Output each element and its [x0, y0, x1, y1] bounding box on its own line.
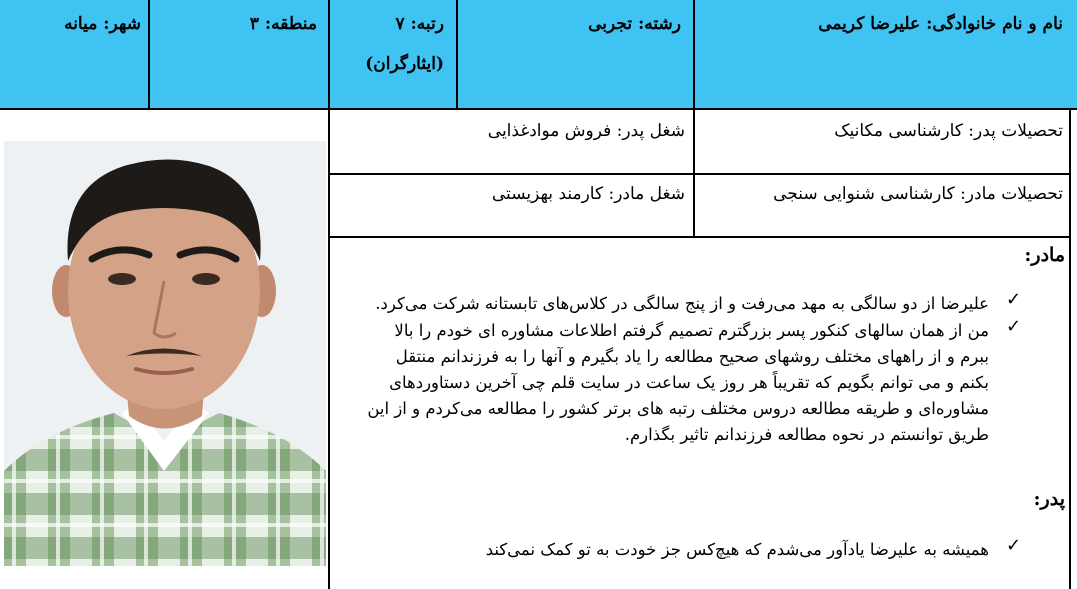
portrait-icon [4, 141, 326, 566]
rank: رتبه: ۷ [395, 14, 444, 34]
rank-quota: (ایثارگران) [365, 54, 444, 74]
check-icon: ✓ [1006, 535, 1022, 556]
father-item-1: همیشه به علیرضا یادآور می‌شدم که هیچ‌کس جز خودت به تو کمک نمی‌کند [485, 540, 989, 559]
row-divider-1 [328, 173, 1071, 175]
mother-item-2-line-2: ببرم و از راههای مختلف روشهای صحیح مطالعه را یاد بگیرم و آنها را به فرزندانم منتقل [395, 347, 989, 366]
divider-region-city [148, 0, 150, 110]
father-job: شغل پدر: فروش موادغذایی [487, 121, 685, 141]
check-icon: ✓ [1006, 289, 1022, 310]
mother-item-2-line-5: طریق توانستم در نحوه مطالعه فرزندانم تاثیر بگذارم. [624, 425, 989, 444]
father-education: تحصیلات پدر: کارشناسی مکانیک [834, 121, 1063, 141]
mother-item-2-line-4: مشاوره‌ای و طریقه مطالعه دروس مختلف رتبه های برتر کشور را مطالعه می‌کردم و از این [367, 399, 989, 418]
city: شهر: میانه [64, 14, 141, 34]
mother-job: شغل مادر: کارمند بهزیستی [491, 184, 685, 204]
divider-rank-region [328, 0, 330, 589]
mother-item-2-line-1: من از همان سالهای کنکور پسر بزرگترم تصمیم گرفتم اطلاعات مشاوره ای خودم را بالا [394, 321, 989, 340]
mother-heading: مادر: [1024, 244, 1065, 266]
student-name: نام و نام خانوادگی: علیرضا کریمی [818, 14, 1063, 34]
region: منطقه: ۳ [249, 14, 317, 34]
check-icon: ✓ [1006, 316, 1022, 337]
mother-item-1: علیرضا از دو سالگی به مهد می‌رفت و از پنج سالگی در کلاس‌های تابستانه شرکت می‌کرد. [375, 294, 989, 313]
student-photo [4, 141, 326, 566]
row-divider-2 [328, 236, 1071, 238]
mother-education: تحصیلات مادر: کارشناسی شنوایی سنجی [773, 184, 1063, 204]
divider-name-field [693, 0, 695, 238]
mother-item-2-line-3: بکنم و می توانم بگویم که تقریباً هر روز یک ساعت در سایت قلم چی آخرین دستاوردهای [389, 373, 989, 392]
field-of-study: رشته: تجربی [588, 14, 681, 34]
father-heading: پدر: [1033, 488, 1065, 510]
outer-right-border [1069, 110, 1071, 589]
divider-field-rank [456, 0, 458, 110]
